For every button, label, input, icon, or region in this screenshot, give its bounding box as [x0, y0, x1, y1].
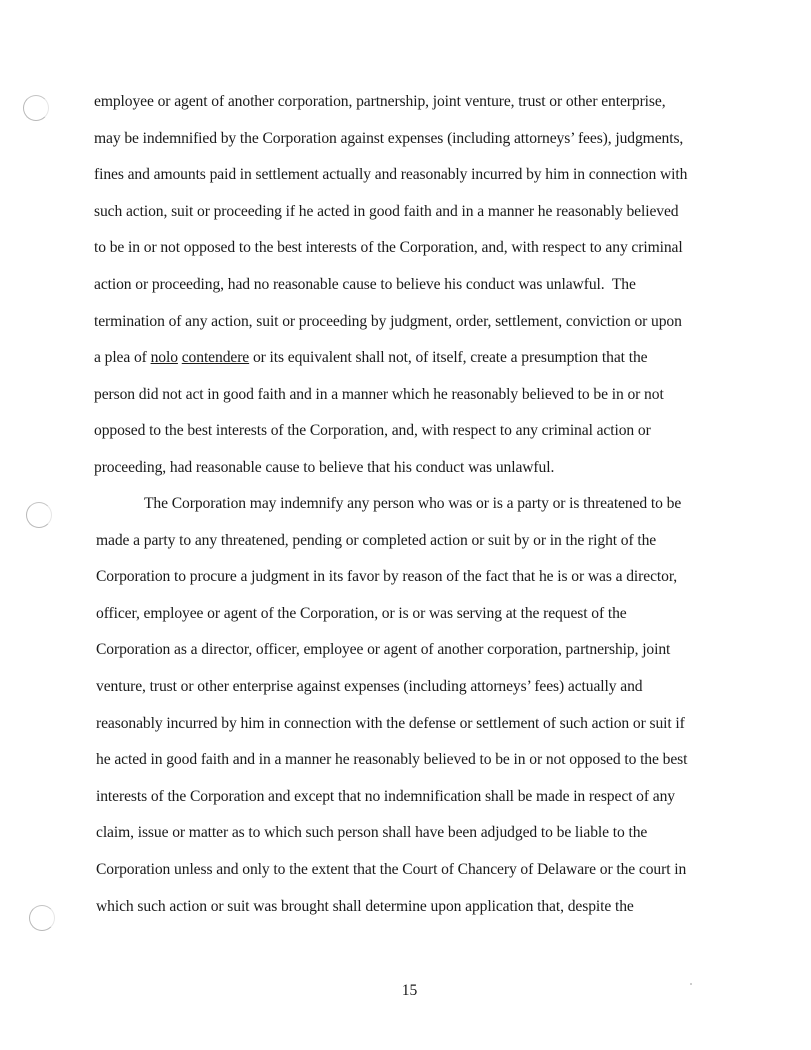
- text-line: Corporation to procure a judgment in its favor by reason of the fact that he is or was a director,: [96, 568, 678, 586]
- text-line: opposed to the best interests of the Corporation, and, with respect to any criminal action or: [94, 422, 651, 440]
- text-line: officer, employee or agent of the Corporation, or is or was serving at the request of the: [96, 604, 627, 622]
- scan-speck: [690, 983, 692, 985]
- text-line: fines and amounts paid in settlement actually and reasonably incurred by him in connection with: [94, 166, 688, 184]
- paragraph-continued: [94, 84, 716, 487]
- text-segment: a plea of: [94, 349, 151, 367]
- text-line-indented: The Corporation may indemnify any person who was or is a party or is threatened to be: [144, 495, 682, 512]
- text-line: action or proceeding, had no reasonable cause to believe his conduct was unlawful. The: [94, 275, 636, 293]
- text-segment: or its equivalent shall not, of itself, create a presumption that the: [249, 349, 648, 367]
- text-line: he acted in good faith and in a manner he reasonably believed to be in or not opposed to the best: [96, 751, 688, 769]
- text-line: [94, 340, 716, 377]
- paragraph-indemnification: [96, 486, 718, 925]
- latin-term-nolo: nolo: [150, 349, 178, 367]
- latin-term-contendere: contendere: [181, 349, 250, 367]
- text-line: person did not act in good faith and in a manner which he reasonably believed to be in or not: [94, 385, 664, 403]
- text-line: interests of the Corporation and except that no indemnification shall be made in respect of any: [96, 787, 675, 805]
- text-line: employee or agent of another corporation, partnership, joint venture, trust or other enterprise,: [94, 93, 666, 110]
- text-line: Corporation as a director, officer, employee or agent of another corporation, partnership, joint: [96, 641, 671, 659]
- text-line: reasonably incurred by him in connection with the defense or settlement of such action or suit if: [96, 714, 685, 732]
- text-line: may be indemnified by the Corporation against expenses (including attorneys’ fees), judgments,: [94, 129, 684, 147]
- binder-hole-bottom: [29, 905, 55, 931]
- text-line: venture, trust or other enterprise against expenses (including attorneys’ fees) actually and: [96, 677, 643, 695]
- text-line: which such action or suit was brought shall determine upon application that, despite the: [96, 897, 634, 915]
- text-line: claim, issue or matter as to which such person shall have been adjudged to be liable to the: [96, 824, 648, 842]
- binder-hole-top: [23, 95, 49, 121]
- text-line: to be in or not opposed to the best interests of the Corporation, and, with respect to any criminal: [94, 239, 683, 257]
- page-number: 15: [401, 982, 418, 999]
- text-line: termination of any action, suit or proceeding by judgment, order, settlement, conviction or upon: [94, 312, 682, 330]
- text-line: such action, suit or proceeding if he acted in good faith and in a manner he reasonably believed: [94, 202, 679, 220]
- binder-hole-middle: [26, 502, 52, 528]
- text-line: Corporation unless and only to the extent that the Court of Chancery of Delaware or the court in: [96, 860, 687, 878]
- text-line: made a party to any threatened, pending or completed action or suit by or in the right of the: [96, 531, 657, 549]
- text-line: proceeding, had reasonable cause to believe that his conduct was unlawful.: [94, 458, 555, 476]
